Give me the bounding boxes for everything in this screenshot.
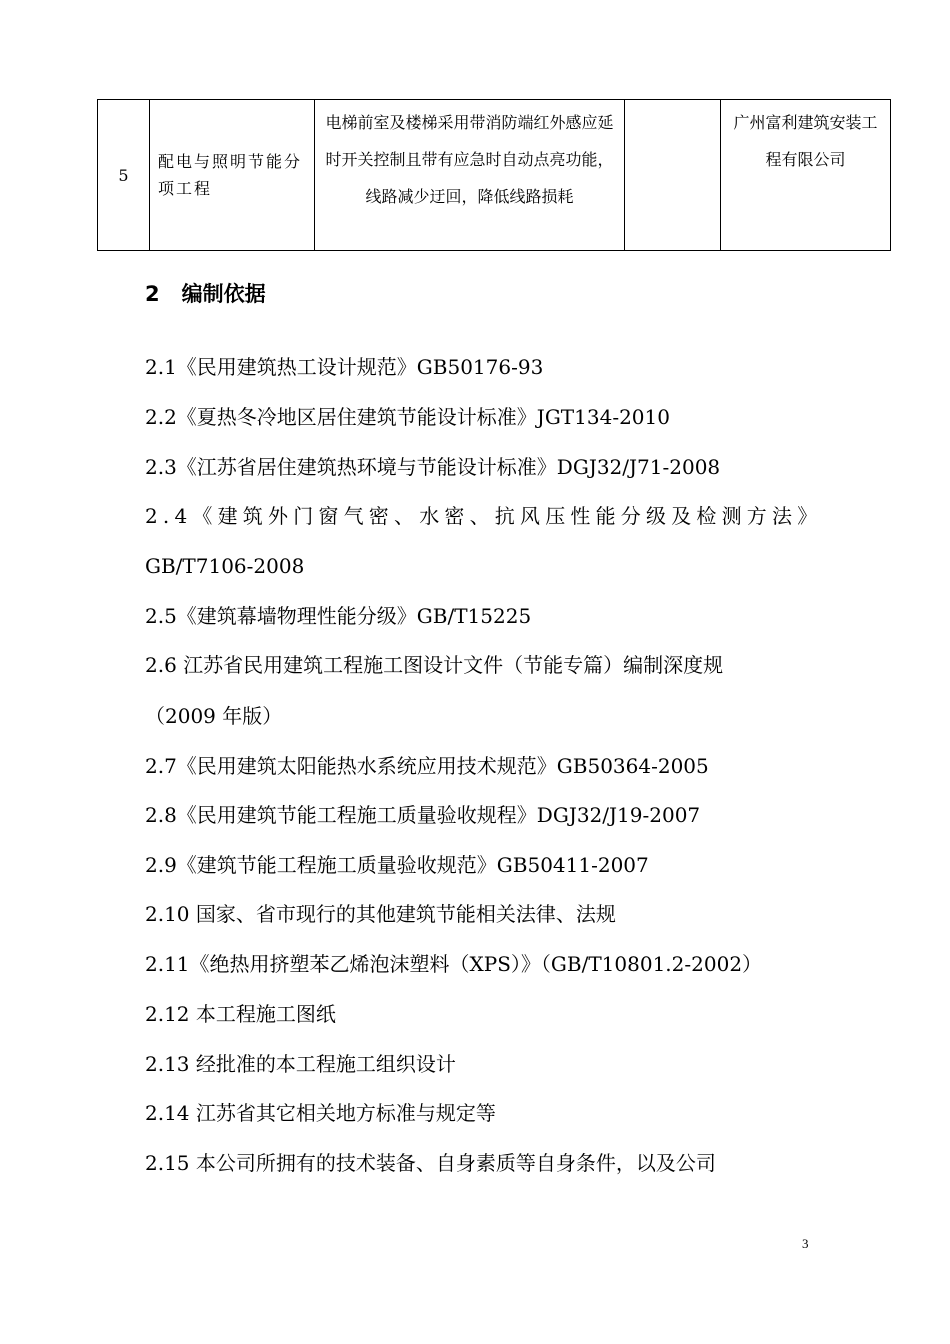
page-number: 3	[802, 1236, 809, 1251]
empty-cell	[625, 100, 721, 251]
reference-item: 2.13 经批准的本工程施工组织设计	[145, 1052, 456, 1076]
measure-description-cell: 电梯前室及楼梯采用带消防端红外感应延时开关控制且带有应急时自动点亮功能，线路减少迂回，降低线路损耗	[315, 100, 625, 251]
reference-item: 2.12 本工程施工图纸	[145, 1002, 336, 1026]
reference-item: 2.15 本公司所拥有的技术装备、自身素质等自身条件，以及公司	[145, 1151, 716, 1175]
section-heading	[145, 278, 266, 308]
reference-item: GB/T7106-2008	[145, 554, 305, 578]
reference-item: 2.10 国家、省市现行的其他建筑节能相关法律、法规	[145, 902, 616, 926]
reference-item: 2.1《民用建筑热工设计规范》GB50176-93	[145, 355, 544, 379]
section-number: 2	[145, 282, 160, 306]
reference-item: 2.11《绝热用挤塑苯乙烯泡沫塑料（XPS）》（GB/T10801.2-2002）	[145, 952, 763, 976]
reference-item: 2.14 江苏省其它相关地方标准与规定等	[145, 1101, 496, 1125]
project-table	[97, 99, 891, 251]
reference-item: 2.3《江苏省居住建筑热环境与节能设计标准》DGJ32/J71-2008	[145, 455, 721, 479]
reference-item: 2.9《建筑节能工程施工质量验收规范》GB50411-2007	[145, 853, 649, 877]
row-number-cell: 5	[98, 100, 150, 251]
reference-item: 2.8《民用建筑节能工程施工质量验收规程》DGJ32/J19-2007	[145, 803, 701, 827]
table-row	[98, 100, 891, 251]
reference-item: 2.7《民用建筑太阳能热水系统应用技术规范》GB50364-2005	[145, 754, 709, 778]
reference-item: 2.2《夏热冬冷地区居住建筑节能设计标准》JGT134-2010	[145, 405, 670, 429]
section-title: 编制依据	[181, 282, 266, 306]
reference-item: 2.5《建筑幕墙物理性能分级》GB/T15225	[145, 604, 532, 628]
subproject-name-cell: 配电与照明节能分项工程	[150, 100, 315, 251]
reference-item: 2.4《建筑外门窗气密、水密、抗风压性能分级及检测方法》	[145, 504, 823, 528]
reference-item: 2.6 江苏省民用建筑工程施工图设计文件（节能专篇）编制深度规	[145, 653, 724, 677]
reference-item: （2009 年版）	[145, 704, 283, 728]
company-cell: 广州富利建筑安装工程有限公司	[721, 100, 891, 251]
